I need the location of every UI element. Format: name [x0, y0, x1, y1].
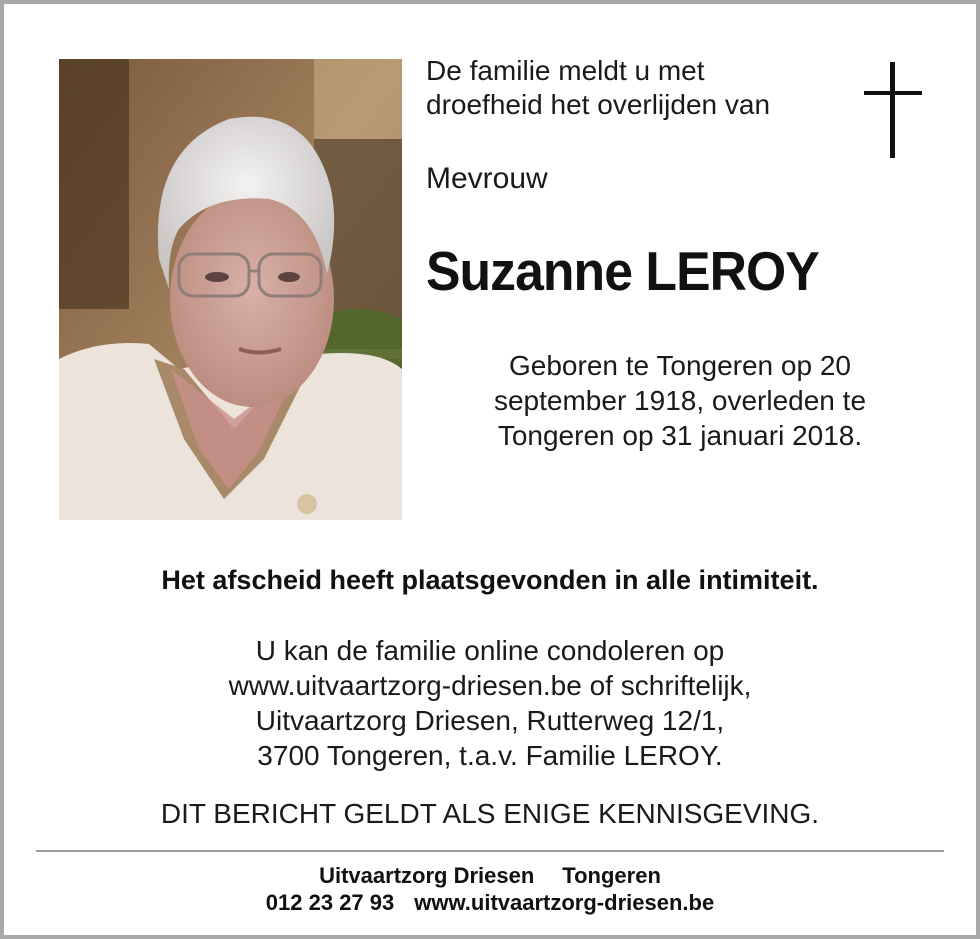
funeral-home-phone[interactable]: 012 23 27 93: [265, 890, 395, 915]
funeral-home-website[interactable]: www.uitvaartzorg-driesen.be: [414, 890, 715, 915]
deceased-name: Suzanne LEROY: [426, 240, 819, 302]
intro-line: droefheid het overlijden van: [426, 89, 771, 120]
condolence-website-line[interactable]: www.uitvaartzorg-driesen.be of schriftelijk,: [228, 670, 752, 701]
intro-text: [426, 54, 846, 122]
salutation: Mevrouw: [426, 162, 548, 195]
notice-statement: DIT BERICHT GELDT ALS ENIGE KENNISGEVING.: [160, 798, 820, 829]
condolence-line: U kan de familie online condoleren op: [255, 635, 725, 666]
details-line: Tongeren op 31 januari 2018.: [497, 420, 863, 451]
footer-divider: [36, 850, 944, 852]
condolence-line: 3700 Tongeren, t.a.v. Familie LEROY.: [257, 740, 723, 771]
cross-icon: [864, 62, 922, 158]
condolence-line: Uitvaartzorg Driesen, Rutterweg 12/1,: [255, 705, 725, 736]
funeral-home-city: Tongeren: [562, 863, 661, 888]
condolence-info: [0, 633, 980, 773]
farewell-statement: Het afscheid heeft plaatsgevonden in alle intimiteit.: [161, 565, 819, 595]
birth-death-details: [420, 348, 940, 453]
portrait-photo: [59, 59, 402, 520]
funeral-home-name: Uitvaartzorg Driesen: [319, 863, 535, 888]
details-line: Geboren te Tongeren op 20: [509, 350, 851, 381]
funeral-home-footer: [0, 862, 980, 916]
intro-line: De familie meldt u met: [426, 55, 705, 86]
details-line: september 1918, overleden te: [493, 385, 867, 416]
